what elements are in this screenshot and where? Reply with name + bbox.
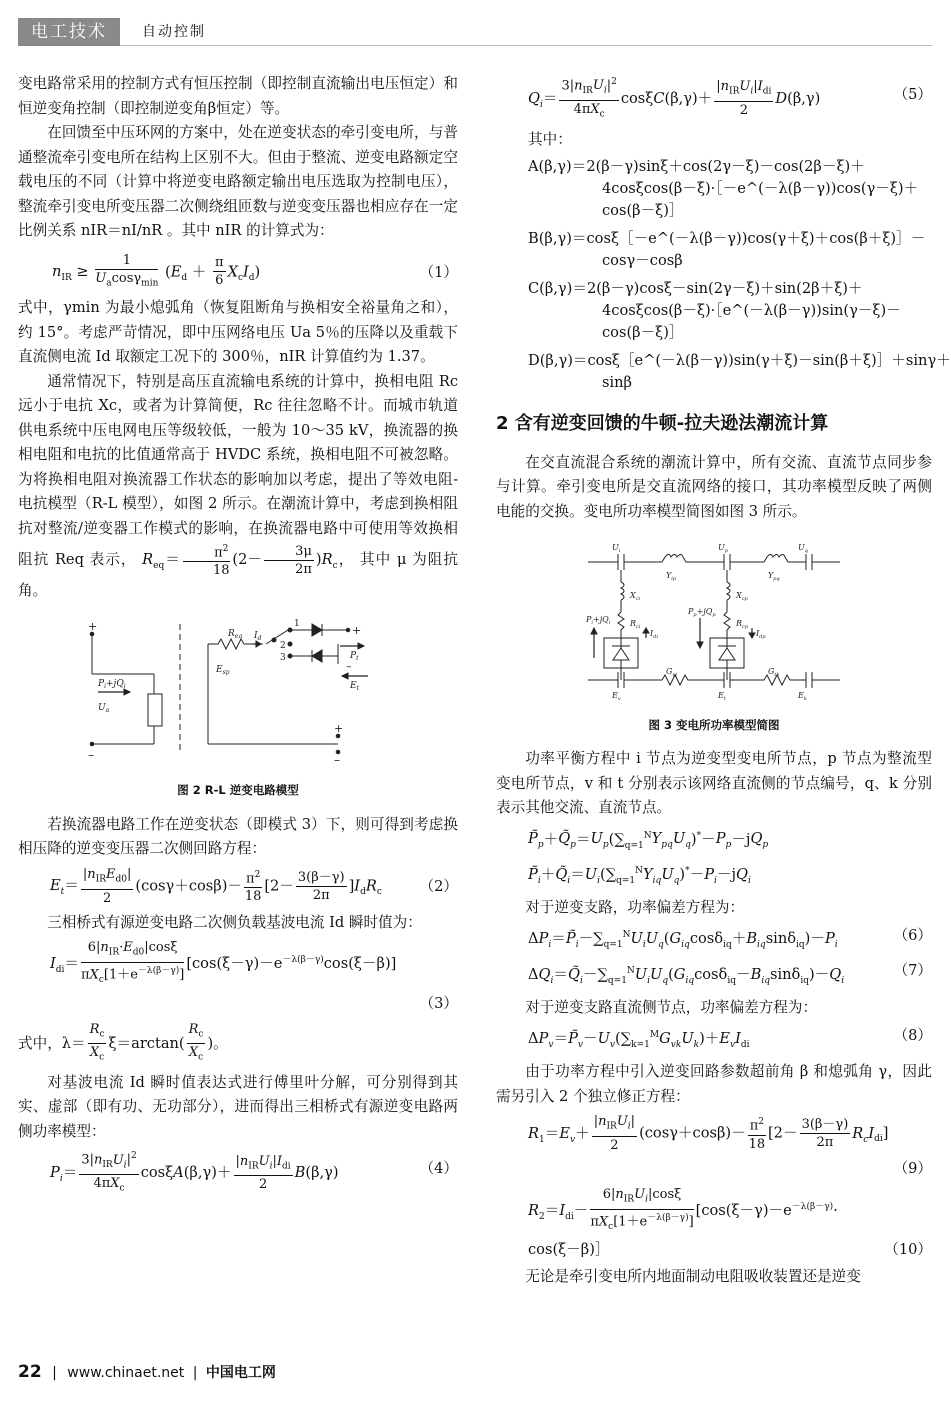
left-para-4-text: 通常情况下，特别是高压直流输电系统的计算中，换相电阻 Rc 远小于电抗 Xc，或者为计算简便，Rc 往往忽略不计。而城市轨道供电系统中压电网电压等级较低，一般为 10～35 kV，换流器的换相电阻和电抗的比值通常高于 HVDC 系统，换相电阻不可被忽略。为将换相电阻对换流器工作状态的影响加以考虑，提出了等效电阻-电抗模型（R-L 模型），如图 2 所示。在潮流计算中，考虑到换相阻抗对整流/逆变器工作模式的影响，在换流器电路中可使用等效换相阻抗 Req 表示， — [18, 372, 458, 569]
left-para-5: 若换流器电路工作在逆变状态（即模式 3）下，则可得到考虑换相压降的逆变变压器二次侧回路方程： — [18, 815, 458, 858]
svg-text:Ypq: $Y_{pq}$ — [768, 571, 780, 583]
right-para-4: 对于逆变支路直流侧节点，功率偏差方程为： — [525, 999, 818, 1017]
page-header — [0, 0, 950, 46]
figure-2-caption: 图 2 R-L 逆变电路模型 — [177, 783, 299, 798]
footer-site: www.chinaet.net — [67, 1365, 185, 1381]
svg-text:Gtk: $G_{tk}$ — [768, 667, 780, 679]
def-C-line2: 4cosξcos(β－ξ)·［e^(－λ(β－γ))sin(γ－ξ)－ — [602, 302, 901, 320]
def-D-line2: sinβ — [602, 374, 632, 392]
def-D — [496, 350, 951, 394]
svg-text:Et: $E_t$ — [718, 691, 726, 703]
eq5-number: （5） — [893, 86, 932, 103]
right-para-6: 无论是牵引变电所内地面制动电阻吸收装置还是逆变 — [525, 1268, 861, 1286]
equation-9: $R_1=E_v+$ $\frac{|n_{IR}U_i|}{2}$ (cosγ＋cosβ)－ $\frac{\pi^2}{18}$ [2－ $\frac{3(\beta-\gamma)}{2\pi}$ $R_cI_{di}$] — [528, 1114, 889, 1153]
svg-text:–: – — [88, 747, 94, 762]
svg-text:Pt: $P_t$ — [350, 650, 359, 662]
def-A-line2: 4cosξcos(β－ξ)·［－e^(－λ(β－γ))cos(γ－ξ)＋ — [602, 180, 919, 198]
svg-text:+: + — [88, 619, 98, 633]
svg-text:Req: $R_{eq}$ — [228, 628, 243, 640]
svg-text:Et: $E_t$ — [350, 680, 359, 692]
eq9-number: （9） — [893, 1159, 932, 1177]
svg-text:Pi+jQi: $P_i+jQ_i$ — [98, 678, 126, 690]
journal-tag: 电工技术 — [18, 18, 120, 46]
right-para-3: 对于逆变支路，功率偏差方程为： — [525, 899, 745, 917]
def-A — [496, 156, 932, 222]
equation-5: $Q_i=$ $\frac{3|n_{IR}U_i|^2}{4\pi X_c}$ cosξC(β,γ)＋ $\frac{|n_{IR}U_i|I_{di}}{2}$ D(β,γ) （5） — [496, 74, 932, 124]
svg-text:+: + — [334, 721, 344, 735]
page-footer: 22 | www.chinaet.net | 中国电工网 — [18, 1362, 276, 1382]
eq2-number: （2） — [419, 877, 458, 895]
svg-text:2: 2 — [280, 640, 286, 651]
eq10-continuation: cos(ξ－β)］ — [528, 1241, 610, 1259]
eq3-number: （3） — [419, 994, 458, 1012]
eq6-number: （6） — [893, 926, 932, 944]
eq10-number: （10） — [884, 1241, 932, 1259]
svg-text:Idi: $I_{di}$ — [650, 629, 658, 641]
rl-inverter-diagram — [68, 614, 408, 767]
svg-text:Id: $I_d$ — [254, 630, 262, 642]
left-para-1: 变电路常采用的控制方式有恒压控制（即控制直流输出电压恒定）和恒逆变角控制（即控制逆变角β恒定）等。 — [18, 75, 458, 117]
svg-text:Ui: $U_i$ — [612, 543, 621, 555]
eq7-number: （7） — [893, 962, 932, 980]
footer-brand: 中国电工网 — [205, 1365, 276, 1381]
equation-balance-p: $P̃_p+Q̃_p=U_p(\sum_{q=1}^NY_{pq}U_q)^*-P_p-jQ_p$ — [528, 830, 769, 851]
equation-2: $E_t=$ $\frac{|n_{IR}E_{d0}|}{2}$ (cosγ＋cosβ)－ $\frac{\pi^2}{18}$ [2－ $\frac{3(\beta-\gamma)}{2\pi}$ ]$I_dR_c$ （2） — [50, 866, 458, 906]
svg-text:Pi+jQi: $P_i+jQ_i$ — [586, 615, 611, 627]
svg-text:Idp: $I_{dp}$ — [756, 629, 766, 641]
svg-text:Esp: $E_{sp}$ — [216, 664, 230, 676]
eq1-number: （1） — [419, 263, 458, 281]
svg-text:Xcp: $X_{cp}$ — [736, 591, 748, 603]
def-B — [496, 228, 932, 272]
svg-text:Pp+jQp: $P_p+jQ_p$ — [688, 607, 716, 619]
svg-text:Ua: $U_a$ — [98, 702, 110, 714]
substation-power-model-diagram — [584, 538, 844, 703]
right-para-1: 在交直流混合系统的潮流计算中，所有交流、直流节点同步参与计算。牵引变电所是交直流网络的接口，其功率模型反映了两侧电能的交换。变电所功率模型简图如图 3 所示。 — [496, 453, 932, 520]
equation-6: $\Delta P_i=P̃_i-\sum_{q=1}^NU_iU_q(G_{iq}\cos\delta_{iq}+B_{iq}\sin\delta_{iq})-P_i$ （6） — [528, 926, 932, 951]
svg-text:Xci: $X_{ci}$ — [630, 591, 641, 603]
def-C — [496, 278, 932, 344]
section-2-title: 2 含有逆变回馈的牛顿-拉夫逊法潮流计算 — [496, 413, 829, 435]
def-C-line3: cos(β－ξ)］ — [602, 324, 684, 342]
svg-text:Ev: $E_v$ — [612, 691, 621, 703]
eq8-number: （8） — [893, 1026, 932, 1044]
svg-text:Ek: $E_k$ — [798, 691, 807, 703]
def-A-line1: A(β,γ)＝2(β－γ)sinξ＋cos(2γ－ξ)－cos(2β－ξ)＋ — [528, 158, 865, 176]
left-column — [18, 72, 458, 1202]
svg-text:Gvt: $G_{vt}$ — [666, 667, 678, 679]
equation-10-cont — [496, 1239, 932, 1261]
svg-text:–: – — [346, 659, 352, 673]
equation-balance-i: $P̃_i+Q̃_i=U_i(\sum_{q=1}^NY_{iq}U_q)^*-P_i-jQ_i$ — [528, 866, 751, 887]
right-column — [496, 72, 951, 1290]
svg-text:+: + — [352, 623, 362, 637]
svg-text:1: 1 — [294, 618, 300, 629]
equation-7: $\Delta Q_i=Q̃_i-\sum_{q=1}^NU_iU_q(G_{iq}\cos\delta_{iq}-B_{iq}\sin\delta_{iq})-Q_i$ （7） — [528, 962, 932, 987]
page-number: 22 — [18, 1362, 42, 1382]
svg-text:3: 3 — [280, 652, 286, 663]
svg-text:Yip: $Y_{ip}$ — [666, 571, 677, 583]
svg-text:Up: $U_p$ — [718, 543, 728, 555]
left-para-6: 三相桥式有源逆变电路二次侧负载基波电流 Id 瞬时值为： — [47, 913, 422, 931]
right-para-5: 由于功率方程中引入逆变回路参数超前角 β 和熄弧角 γ，因此需另引入 2 个独立修正方程： — [496, 1063, 933, 1105]
def-A-line3: cos(β－ξ)］ — [602, 202, 684, 220]
equation-10: $R_2=I_{di}-$ $\frac{6|n_{IR}U_i|\cos\xi}{\pi X_c[1+e^{-\lambda(\beta-\gamma)}]}$ [$\cos(\xi-\gamma)-e^{-\lambda(\beta-\gamma)}\cdot$ — [528, 1186, 838, 1232]
left-para-2: 在回馈至中压环网的方案中，处在逆变状态的牵引变电所，与普通整流牵引变电所在结构上区别不大。但由于整流、逆变电路额定空载电压的不同（计算中将逆变电路额定输出电压选取为控制电压），整流牵引变电所变压器二次侧绕组匝数与逆变变压器也相应存在一定比例关系 nIR＝nI/nR 。其中 nIR 的计算式为： — [18, 124, 458, 239]
left-para-7-text: 式中， — [18, 1034, 62, 1052]
eq4-number: （4） — [419, 1160, 458, 1178]
left-para-7: 式中，λ＝ $\frac{R_c}{X_c}$ ξ＝arctan( $\frac{R_c}{X_c}$ )。 — [18, 1021, 228, 1063]
equation-3: $I_{di}=$ $\frac{6|n_{IR}\cdot E_{d0}|\cos\xi}{\pi X_c[1+e^{-\lambda(\beta-\gamma)}]}$ $[\cos(\xi-\gamma)-e^{-\lambda(\beta-\gamma)}\cos(\xi-\beta)]$ — [50, 940, 397, 985]
left-para-3: 式中，γmin 为最小熄弧角（恢复阻断角与换相安全裕量角之和），约 15°。考虑严苛情况，即中压网络电压 Ua 5％的压降以及重载下直流侧电流 Id 取额定工况下的 300％，nIR 计算值约为 1.37。 — [18, 299, 458, 366]
right-para-2: 功率平衡方程中 i 节点为逆变型变电所节点，p 节点为整流型变电所节点，v 和 t 分别表示该网络直流侧的节点编号，q、k 分别表示其他交流、直流节点。 — [496, 750, 932, 817]
equation-1: $n_{IR}$ ≥ $\frac{1}{U_a\cos\gamma_{min}}$ ($E_d$ ＋ $\frac{\pi}{6}$ $X_cI_d$) （1） — [52, 252, 458, 289]
header-rule — [120, 45, 932, 46]
among-label: 其中： — [528, 130, 572, 148]
left-para-8: 对基波电流 Id 瞬时值表达式进行傅里叶分解，可分别得到其实、虚部（即有功、无功部分），进而得出三相桥式有源逆变电路两侧功率模型： — [18, 1073, 458, 1140]
def-B-line2: cosγ－cosβ — [602, 252, 683, 270]
figure-2 — [18, 614, 458, 803]
section-name: 自动控制 — [142, 24, 206, 40]
def-B-line1: B(β,γ)＝cosξ［－e^(－λ(β－γ))cos(γ＋ξ)＋cos(β＋ξ)］－ — [528, 230, 926, 248]
figure-3 — [496, 538, 932, 737]
req-formula: $R_{eq}=$ $\frac{\pi^2}{18}$ (2－ $\frac{3\mu}{2\pi}$ )$R_c$， — [142, 551, 354, 568]
equation-4: $P_i=$ $\frac{3|n_{IR}U_i|^2}{4\pi X_c}$ cosξA(β,γ)＋ $\frac{|n_{IR}U_i|I_{di}}{2}$ B(β,γ) （4） — [18, 1148, 458, 1198]
def-C-line1: C(β,γ)＝2(β－γ)cosξ－sin(2γ－ξ)＋sin(2β＋ξ)＋ — [528, 280, 863, 298]
figure-3-caption: 图 3 变电所功率模型简图 — [648, 717, 780, 732]
svg-text:–: – — [334, 752, 340, 767]
equation-8: $\Delta P_v=P̃_v-U_v(\sum_{k=1}^MG_{vk}U_k)+E_vI_{di}$ （8） — [528, 1026, 932, 1051]
svg-text:Rcp: $R_{cp}$ — [736, 619, 749, 631]
def-D-line1: D(β,γ)＝cosξ［e^(－λ(β－γ))sin(γ＋ξ)－sin(β＋ξ)］＋sinγ＋ — [528, 352, 951, 370]
left-para-4-tail: 其中 μ 为阻抗角。 — [18, 551, 458, 600]
svg-text:Rci: $R_{ci}$ — [630, 619, 641, 631]
svg-text:Uq: $U_q$ — [798, 543, 808, 555]
left-para-4 — [18, 370, 458, 604]
